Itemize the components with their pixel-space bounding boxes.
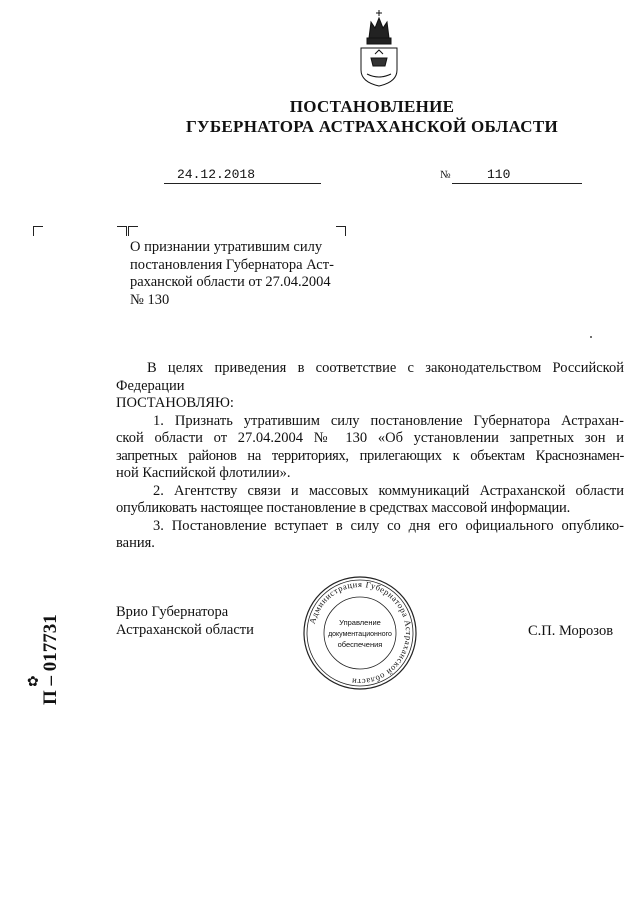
item1-line: ной Каспийской флотилии». <box>116 465 291 481</box>
seal-inner-line: обеспечения <box>337 640 383 649</box>
signatory-name: С.П. Морозов <box>528 623 614 639</box>
seal-outer-text: Администрация Губернатора Астраханской области <box>306 578 415 688</box>
margin-corner-mark <box>117 226 127 236</box>
subject-line: О признании утратившим силу <box>130 239 323 255</box>
subject-corner-mark <box>336 226 346 236</box>
document-body <box>116 360 624 553</box>
form-serial-number: П – 017731 <box>40 614 61 705</box>
item3-line: 3. Постановление вступает в силу со дня его официального опублико- <box>153 517 624 534</box>
subject-line: раханской области от 27.04.2004 <box>130 274 331 290</box>
item1-line: ской области от 27.04.2004 № 130 «Об установлении запретных зон и <box>116 430 624 446</box>
document-type-heading: ПОСТАНОВЛЕНИЕ <box>289 97 455 116</box>
speck <box>590 336 592 338</box>
margin-corner-mark <box>33 226 43 236</box>
rosette-icon: ✿ <box>27 675 39 690</box>
number-label: № <box>440 169 451 181</box>
resolve-word: ПОСТАНОВЛЯЮ: <box>116 395 234 411</box>
item2-line: 2. Агентству связи и массовых коммуникаций Астраханской области <box>153 482 624 499</box>
item1-line: 1. Признать утратившим силу постановление Губернатора Астрахан- <box>153 412 624 429</box>
document-date: 24.12.2018 <box>164 167 321 184</box>
official-seal <box>302 575 418 691</box>
item3-line: вания. <box>116 535 155 551</box>
seal-inner-line: документационного <box>328 631 392 638</box>
subject-line: № 130 <box>130 291 170 308</box>
coat-of-arms-icon <box>355 8 403 88</box>
subject-line: постановления Губернатора Аст- <box>130 256 334 273</box>
signatory-position <box>116 604 254 639</box>
issuer-heading: ГУБЕРНАТОРА АСТРАХАНСКОЙ ОБЛАСТИ <box>185 117 559 136</box>
preamble-line: Федерации <box>116 377 185 394</box>
document-number: 110 <box>452 167 582 184</box>
seal-inner-line: Управление <box>339 618 381 627</box>
position-line: Врио Губернатора <box>116 604 229 620</box>
subject-corner-mark <box>128 226 138 236</box>
item1-line: запретных районов на территориях, прилегающих к объектам Краснознамен- <box>116 447 624 464</box>
preamble-line: В целях приведения в соответствие с законодательством Российской <box>147 360 624 376</box>
position-line: Астраханской области <box>116 621 254 638</box>
item2-line: опубликовать настоящее постановление в средствах массовой информации. <box>116 500 571 516</box>
document-subject <box>130 239 350 309</box>
